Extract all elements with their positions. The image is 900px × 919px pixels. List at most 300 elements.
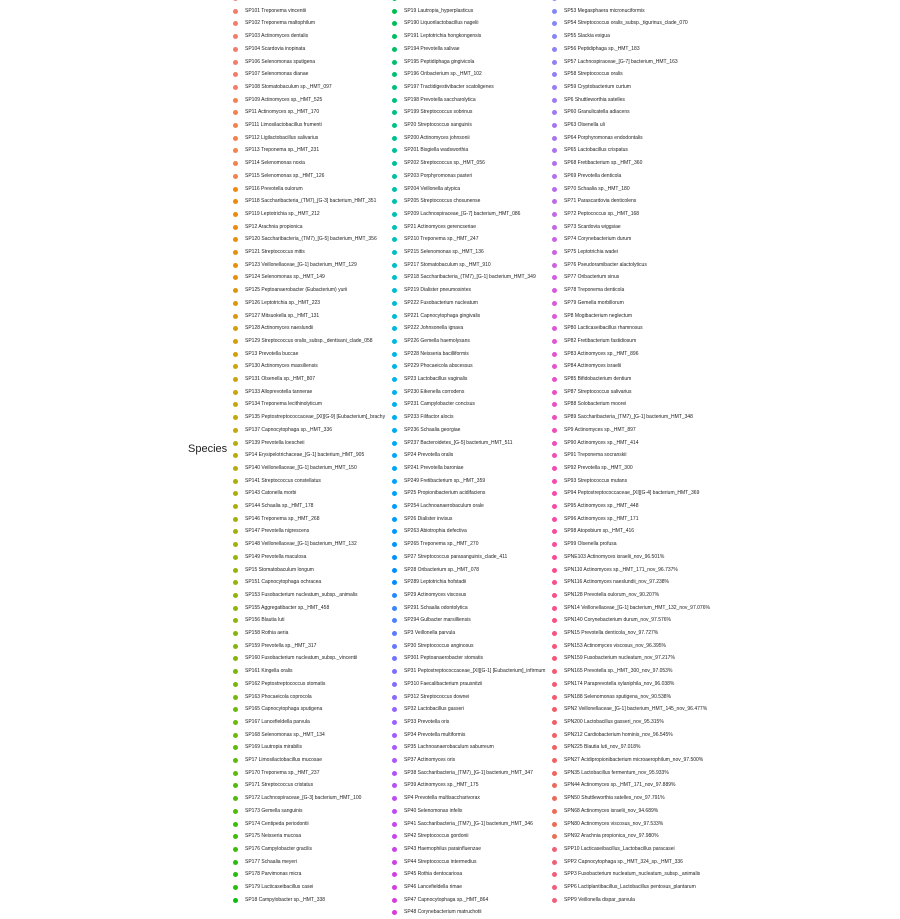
legend-key-dot xyxy=(233,301,238,306)
legend-key-dot xyxy=(233,250,238,255)
legend-item xyxy=(552,526,892,538)
legend-key-dot xyxy=(392,898,397,903)
legend-label xyxy=(564,0,642,1)
legend-label: SP93 Streptococcus mutans xyxy=(564,477,628,484)
legend-key-dot xyxy=(392,733,397,738)
legend-label: SP79 Gemella morbillorum xyxy=(564,299,624,306)
legend-item xyxy=(552,386,892,398)
legend-label: SP165 Capnocytophaga sputigena xyxy=(245,706,323,713)
legend-label: SP94 Peptostreptococcaceae_[XI][G-4] bacterium_HMT_369 xyxy=(564,490,700,497)
legend-label: SP199 Streptococcus sobrinus xyxy=(404,109,473,116)
legend-label: SP4 Prevotella multisaccharivorax xyxy=(404,795,480,802)
legend-label: SP80 Lacticaseibacillus rhamnosus xyxy=(564,325,643,332)
legend-label: SP57 Lachnospiraceae_[G-7] bacterium_HMT_163 xyxy=(564,58,678,65)
legend-key-dot xyxy=(233,771,238,776)
legend-key-dot xyxy=(392,479,397,484)
legend-item xyxy=(552,869,892,881)
legend-label: SP63 Olsenella uli xyxy=(564,122,605,128)
legend-key-dot xyxy=(233,364,238,369)
legend-label: SP44 Streptococcus intermedius xyxy=(404,858,477,865)
legend-key-dot xyxy=(552,352,557,357)
legend-key-dot xyxy=(392,275,397,280)
legend-key-dot xyxy=(392,555,397,560)
legend-item xyxy=(552,335,892,347)
legend-label: SP53 Megasphaera micronuciformis xyxy=(564,7,645,14)
legend-label: SP195 Peptidiphaga gingivicola xyxy=(404,58,475,65)
legend-key-dot xyxy=(233,606,238,611)
legend-key-dot xyxy=(233,720,238,725)
legend-key-dot xyxy=(552,758,557,763)
legend-label: SP210 Treponema sp._HMT_247 xyxy=(404,236,479,243)
legend-key-dot xyxy=(552,34,557,39)
legend-item xyxy=(552,196,892,208)
legend-item xyxy=(552,577,892,589)
legend-label: SP21 Actinomyces gerencseriae xyxy=(404,223,476,230)
legend-key-dot xyxy=(552,796,557,801)
legend-label: SP3 Veillonella parvula xyxy=(404,630,456,636)
legend-key-dot xyxy=(392,872,397,877)
legend-label: SP40 Selenomonas infelix xyxy=(404,807,463,814)
legend-key-dot xyxy=(233,390,238,395)
legend-label: SP126 Leptotrichia sp._HMT_223 xyxy=(245,299,321,306)
legend-item xyxy=(552,475,892,487)
legend-label: SP312 Streptococcus downei xyxy=(404,693,470,700)
legend-item xyxy=(552,882,892,894)
legend-item xyxy=(552,285,892,297)
legend-label: SPN174 Paraprevotella xylaniphila_nov_96.038% xyxy=(564,680,675,687)
legend-label: SP39 Actinomyces sp._HMT_175 xyxy=(404,782,479,789)
legend-label: SP172 Lachnospiraceae_[G-3] bacterium_HMT_100 xyxy=(245,795,362,802)
legend-key-dot xyxy=(552,263,557,268)
legend-key-dot xyxy=(392,834,397,839)
legend-label: SP162 Peptostreptococcus stomatis xyxy=(245,680,326,687)
legend-label: SP160 Fusobacterium nucleatum_subsp._vincentii xyxy=(245,655,358,662)
legend-label: SP219 Dialister pneumosintes xyxy=(404,287,471,294)
legend-key-dot xyxy=(233,822,238,827)
legend-key-dot xyxy=(552,656,557,661)
legend-label: SP14 Erysipelotrichaceae_[G-1] bacterium_HMT_905 xyxy=(245,452,365,459)
legend-label xyxy=(404,0,491,1)
legend-label: SP18 Campylobacter sp._HMT_338 xyxy=(245,896,326,903)
legend-key-dot xyxy=(392,110,397,115)
legend-key-dot xyxy=(392,47,397,52)
legend-label: SP15 Stomatobaculum longum xyxy=(245,566,314,573)
legend-item xyxy=(552,183,892,195)
legend-item xyxy=(552,513,892,525)
legend-item xyxy=(552,805,892,817)
legend-key-dot xyxy=(233,898,238,903)
legend-key-dot xyxy=(552,21,557,26)
legend-key-dot xyxy=(552,860,557,865)
legend-label: SP32 Lactobacillus gasseri xyxy=(404,706,465,713)
legend-label: SP98 Atopobium sp._HMT_416 xyxy=(564,528,635,535)
legend-label: SPN68 Actinomyces israelii_nov_94.689% xyxy=(564,807,659,814)
legend-label: SP201 Bisgiella wadsworthia xyxy=(404,147,469,154)
legend-key-dot xyxy=(552,453,557,458)
legend-label: SP46 Lancefieldella rimae xyxy=(404,884,463,890)
legend-key-dot xyxy=(233,695,238,700)
legend-key-dot xyxy=(233,783,238,788)
legend-label: SP229 Phocaeicola abscessus xyxy=(404,363,473,370)
legend-key-dot xyxy=(233,860,238,865)
legend-key-dot xyxy=(552,555,557,560)
legend-label: SP34 Prevotella multiformis xyxy=(404,731,466,738)
legend-label: SPN188 Selenomonas sputigena_nov_90.538% xyxy=(564,693,672,700)
legend-item xyxy=(552,0,892,5)
legend-label: SP127 Mitsuokella sp._HMT_131 xyxy=(245,312,320,319)
legend-label: SP148 Veillonellaceae_[G-1] bacterium_HMT_132 xyxy=(245,541,357,548)
legend-label: SP175 Neisseria mucosa xyxy=(245,833,302,840)
legend-title: Species xyxy=(188,443,228,455)
legend-item xyxy=(552,843,892,855)
legend-key-dot xyxy=(392,136,397,141)
legend-label: SP135 Peptostreptococcaceae_[XI][G-9] [Eubacterium]_brachy xyxy=(245,414,386,421)
legend-key-dot xyxy=(392,402,397,407)
legend-label: SP111 Limosilactobacillus frumenti xyxy=(245,122,322,128)
legend-item xyxy=(552,653,892,665)
legend-label: SPN153 Actinomyces viscosus_nov_96.395% xyxy=(564,642,667,649)
legend-item xyxy=(552,158,892,170)
legend-label: SP78 Treponema denticola xyxy=(564,287,625,294)
legend-item xyxy=(552,501,892,513)
legend-label: SP144 Schaalia sp._HMT_178 xyxy=(245,503,314,509)
legend-label: SP59 Cryptobacterium curtum xyxy=(564,83,631,90)
legend-key-dot xyxy=(392,542,397,547)
legend-key-dot xyxy=(233,568,238,573)
legend-key-dot xyxy=(552,250,557,255)
legend-key-dot xyxy=(233,758,238,763)
legend-key-dot xyxy=(392,339,397,344)
legend-item xyxy=(552,259,892,271)
legend-label: SP222 Fusobacterium nucleatum xyxy=(404,299,478,306)
legend-label: SP102 Treponema maltophilum xyxy=(245,20,316,27)
legend-label: SPN140 Corynebacterium durum_nov_97.576% xyxy=(564,617,672,624)
legend-item xyxy=(552,234,892,246)
legend-item xyxy=(552,640,892,652)
legend-key-dot xyxy=(233,428,238,433)
legend-label: SPN35 Lactobacillus fermentum_nov_95.933% xyxy=(564,769,669,776)
legend-label: SP103 Actinomyces dentalis xyxy=(245,33,309,40)
legend-label: SP209 Lachnospiraceae_[G-7] bacterium_HMT_086 xyxy=(404,210,521,217)
legend-key-dot xyxy=(233,631,238,636)
legend-label: SP87 Streptococcus salivarius xyxy=(564,388,632,395)
legend-key-dot xyxy=(392,237,397,242)
legend-key-dot xyxy=(233,85,238,90)
legend-label: SP73 Scardovia wiggsiae xyxy=(564,223,621,230)
legend-label: SP55 Slackia exigua xyxy=(564,33,610,40)
legend-label: SP171 Streptococcus cristatus xyxy=(245,782,314,789)
legend-key-dot xyxy=(552,0,557,1)
legend-label: SP74 Corynebacterium durum xyxy=(564,236,632,243)
legend-label: SP75 Leptotrichia wadei xyxy=(564,249,618,255)
legend-label: SP68 Fretibacterium sp._HMT_360 xyxy=(564,160,643,167)
legend-key-dot xyxy=(552,225,557,230)
legend-label: SPN80 Actinomyces viscosus_nov_97.533% xyxy=(564,820,664,827)
legend-label: SP161 Kingella oralis xyxy=(245,668,293,675)
legend-label: SP146 Treponema sp._HMT_268 xyxy=(245,515,320,522)
legend-label: SP104 Scardovia inopinata xyxy=(245,45,306,52)
legend-key-dot xyxy=(233,580,238,585)
legend-label: SP25 Propionibacterium acidifaciens xyxy=(404,490,486,497)
legend-label: SP177 Schaalia meyeri xyxy=(245,858,297,865)
legend-key-dot xyxy=(392,199,397,204)
legend-item xyxy=(552,221,892,233)
legend-label: SP230 Eikenella corrodens xyxy=(404,388,465,395)
legend-item xyxy=(552,818,892,830)
legend-item xyxy=(552,81,892,93)
legend-item xyxy=(552,399,892,411)
legend-label: SP64 Porphyromonas endodontalis xyxy=(564,134,643,141)
legend-key-dot xyxy=(392,847,397,852)
legend-label: SP233 Filifactor alocis xyxy=(404,414,454,421)
legend-key-dot xyxy=(392,326,397,331)
legend-key-dot xyxy=(233,872,238,877)
legend-item xyxy=(552,742,892,754)
legend-key-dot xyxy=(233,9,238,14)
legend-key-dot xyxy=(233,707,238,712)
legend-key-dot xyxy=(233,237,238,242)
legend-label: SP24 Prevotella oralis xyxy=(404,452,454,459)
legend-item xyxy=(552,602,892,614)
legend-key-dot xyxy=(392,428,397,433)
legend-key-dot xyxy=(552,415,557,420)
legend-key-dot xyxy=(233,212,238,217)
legend-label: SP226 Gemella haemolysans xyxy=(404,337,470,344)
legend-item xyxy=(552,145,892,157)
legend-label: SPN212 Cardiobacterium hominis_nov_96.545% xyxy=(564,731,673,738)
legend-key-dot xyxy=(233,618,238,623)
legend-key-dot xyxy=(233,47,238,52)
legend-label: SP70 Schaalia sp._HMT_180 xyxy=(564,185,630,192)
legend-label: SP92 Prevotella sp._HMT_300 xyxy=(564,464,633,471)
legend-label: SP56 Peptidiphaga sp._HMT_183 xyxy=(564,45,640,52)
legend-label: SPN200 Lactobacillus gasseri_nov_95.315% xyxy=(564,718,664,725)
legend-label: SP176 Campylobacter gracilis xyxy=(245,845,312,852)
legend-key-dot xyxy=(392,415,397,420)
legend-label: SP84 Actinomyces israelii xyxy=(564,363,622,370)
legend-key-dot xyxy=(552,745,557,750)
legend-key-dot xyxy=(392,517,397,522)
legend-key-dot xyxy=(392,212,397,217)
legend-key-dot xyxy=(392,161,397,166)
legend-key-dot xyxy=(552,491,557,496)
legend-key-dot xyxy=(552,377,557,382)
legend-label: SPN225 Blautia luti_nov_97.018% xyxy=(564,744,641,751)
legend-label: SPP9 Veillonella dispar_parvula xyxy=(564,896,635,903)
legend-label: SP116 Prevotella oulorum xyxy=(245,185,303,192)
legend-item xyxy=(552,780,892,792)
legend-key-dot xyxy=(392,910,397,915)
legend-key-dot xyxy=(392,0,397,1)
legend-label: SP76 Pseudoramibacter alactolyticus xyxy=(564,261,647,268)
legend-label: SP124 Selenomonas sp._HMT_149 xyxy=(245,274,325,281)
legend-key-dot xyxy=(552,707,557,712)
legend-item xyxy=(552,666,892,678)
legend-label: SP294 Gulbacter marsilliensis xyxy=(404,617,471,624)
legend-label: SP191 Leptotrichia hongkongensis xyxy=(404,33,482,40)
legend-item xyxy=(552,704,892,716)
legend-key-dot xyxy=(552,695,557,700)
legend-label: SP91 Treponema socranskii xyxy=(564,452,627,459)
legend-item xyxy=(552,297,892,309)
legend-item xyxy=(552,564,892,576)
legend-key-dot xyxy=(392,123,397,128)
legend-key-dot xyxy=(552,618,557,623)
legend-label: SP218 Saccharibacteria_(TM7)_[G-1] bacterium_HMT_349 xyxy=(404,274,536,281)
legend-label: SP30 Streptococcus anginosus xyxy=(404,642,474,649)
legend-label: SP99 Olsenella profusa xyxy=(564,541,617,548)
legend-label: SP90 Actinomyces sp._HMT_414 xyxy=(564,439,639,446)
legend-label: SP114 Selenomonas noxia xyxy=(245,160,305,167)
legend-item xyxy=(552,678,892,690)
legend-item xyxy=(552,856,892,868)
legend-label: SP143 Catonella morbi xyxy=(245,490,297,497)
legend-key-dot xyxy=(233,339,238,344)
legend-label: SP137 Capnocytophaga sp._HMT_336 xyxy=(245,426,333,433)
legend-key-dot xyxy=(233,504,238,509)
legend-key-dot xyxy=(552,187,557,192)
legend-label: SP141 Streptococcus constellatus xyxy=(245,477,321,484)
legend-key-dot xyxy=(552,136,557,141)
legend-label: SP265 Treponema sp._HMT_270 xyxy=(404,541,479,548)
legend-key-dot xyxy=(233,402,238,407)
legend-label: SP115 Selenomonas sp._HMT_126 xyxy=(245,172,325,179)
legend-label: SPN165 Prevotella sp._HMT_300_nov_97.053% xyxy=(564,668,673,675)
legend-label: SP301 Peptoanaerobacter stomatis xyxy=(404,655,483,662)
legend-key-dot xyxy=(392,148,397,153)
legend-key-dot xyxy=(233,517,238,522)
legend-key-dot xyxy=(552,148,557,153)
legend-key-dot xyxy=(392,860,397,865)
legend-label: SP6 Shuttleworthia satelles xyxy=(564,96,625,103)
legend-item xyxy=(552,132,892,144)
legend-label: SP173 Gemella sanguinis xyxy=(245,807,303,814)
legend-label: SP221 Capnocytophaga gingivalis xyxy=(404,312,481,319)
legend-label: SP215 Selenomonas sp._HMT_136 xyxy=(404,249,484,255)
legend-label: SP291 Schaalia odontolytica xyxy=(404,604,468,611)
legend-label: SP29 Actinomyces viscosus xyxy=(404,591,467,598)
legend-item xyxy=(552,31,892,43)
legend-label: SP17 Limosilactobacillus mucosae xyxy=(245,757,322,763)
legend-label: SPP6 Lactiplantibacillus_Lactobacillus pentosus_plantarum xyxy=(564,884,696,890)
legend-key-dot xyxy=(392,441,397,446)
legend-item xyxy=(552,310,892,322)
legend-item xyxy=(552,628,892,640)
legend-item xyxy=(552,170,892,182)
legend-label: SP228 Neisseria bacilliformis xyxy=(404,350,469,357)
legend-label: SPN128 Prevotella oulorum_nov_90.207% xyxy=(564,591,660,598)
legend-item xyxy=(552,894,892,906)
legend-key-dot xyxy=(552,314,557,319)
legend-key-dot xyxy=(392,631,397,636)
legend-key-dot xyxy=(392,187,397,192)
legend-key-dot xyxy=(552,631,557,636)
legend-key-dot xyxy=(552,872,557,877)
legend-label: SPN159 Fusobacterium nucleatum_nov_97.217% xyxy=(564,655,675,662)
legend-label: SP41 Saccharibacteria_(TM7)_[G-1] bacterium_HMT_346 xyxy=(404,820,533,827)
legend-key-dot xyxy=(392,669,397,674)
legend-item xyxy=(552,488,892,500)
legend-label: SP123 Veillonellaceae_[G-1] bacterium_HMT_129 xyxy=(245,261,357,268)
legend-key-dot xyxy=(552,364,557,369)
legend-key-dot xyxy=(233,809,238,814)
legend-key-dot xyxy=(392,377,397,382)
legend-key-dot xyxy=(392,174,397,179)
legend-key-dot xyxy=(392,85,397,90)
legend-key-dot xyxy=(233,682,238,687)
legend-label: SP194 Prevotella salivae xyxy=(404,45,460,52)
legend-key-dot xyxy=(233,669,238,674)
legend-key-dot xyxy=(552,326,557,331)
legend-item xyxy=(552,437,892,449)
legend-label: SP83 Actinomyces sp._HMT_896 xyxy=(564,350,639,357)
legend-key-dot xyxy=(392,568,397,573)
legend-key-dot xyxy=(392,453,397,458)
legend-label: SPN50 Shuttleworthia satelles_nov_97.791% xyxy=(564,795,665,802)
legend-label: SP96 Actinomyces sp._HMT_171 xyxy=(564,515,639,522)
legend-label: SP77 Oribacterium sinus xyxy=(564,274,620,281)
legend-label: SPN116 Actinomyces naeslundii_nov_97.238% xyxy=(564,579,669,586)
legend-key-dot xyxy=(552,466,557,471)
legend-label: SP147 Prevotella nigrescens xyxy=(245,528,310,535)
legend-label: SP179 Lacticaseibacillus casei xyxy=(245,884,314,890)
legend-key-dot xyxy=(233,656,238,661)
legend-label: SP88 Solobacterium moorei xyxy=(564,401,627,408)
legend-key-dot xyxy=(233,441,238,446)
legend-item xyxy=(552,5,892,17)
legend-label: SP12 Arachnia propionica xyxy=(245,223,303,230)
legend-label: SP149 Prevotella maculosa xyxy=(245,553,307,560)
legend-label: SP153 Fusobacterium nucleatum_subsp._animalis xyxy=(245,591,358,598)
legend-key-dot xyxy=(392,771,397,776)
legend-key-dot xyxy=(552,199,557,204)
legend-key-dot xyxy=(552,733,557,738)
legend-label: SP158 Rothia aeria xyxy=(245,630,289,636)
legend-label: SP118 Saccharibacteria_(TM7)_[G-3] bacterium_HMT_351 xyxy=(245,198,377,205)
legend-key-dot xyxy=(233,593,238,598)
legend-item xyxy=(552,450,892,462)
legend-label: SP254 Lachnoanaerobaculum orale xyxy=(404,503,484,509)
legend-key-dot xyxy=(233,479,238,484)
legend-label: SP217 Stomatobaculum sp._HMT_910 xyxy=(404,261,491,268)
legend-key-dot xyxy=(233,314,238,319)
legend-key-dot xyxy=(233,60,238,65)
legend-item xyxy=(552,69,892,81)
legend-label: SP112 Ligilactobacillus salivarius xyxy=(245,134,319,141)
legend-key-dot xyxy=(233,415,238,420)
legend-label: SP131 Olsenella sp._HMT_807 xyxy=(245,376,316,382)
legend-key-dot xyxy=(392,34,397,39)
legend-label: SP205 Streptococcus chosunense xyxy=(404,198,481,205)
legend-label: SP151 Capnocytophaga ochracea xyxy=(245,579,322,586)
legend-label: SP139 Prevotella loescheii xyxy=(245,439,305,446)
legend-label: SP71 Parascardovia denticolens xyxy=(564,198,637,205)
legend-key-dot xyxy=(392,745,397,750)
legend-item xyxy=(552,767,892,779)
legend-key-dot xyxy=(552,237,557,242)
legend-key-dot xyxy=(552,441,557,446)
legend-key-dot xyxy=(233,187,238,192)
legend-key-dot xyxy=(233,0,238,1)
legend-item xyxy=(552,589,892,601)
legend-item xyxy=(552,412,892,424)
legend-key-dot xyxy=(233,745,238,750)
legend-key-dot xyxy=(552,123,557,128)
legend-key-dot xyxy=(233,225,238,230)
legend-label: SP107 Selenomonas dianae xyxy=(245,71,309,78)
legend-item xyxy=(552,462,892,474)
legend-label: SPN27 Acidipropionibacterium microaerophilum_nov_97.500% xyxy=(564,757,704,763)
